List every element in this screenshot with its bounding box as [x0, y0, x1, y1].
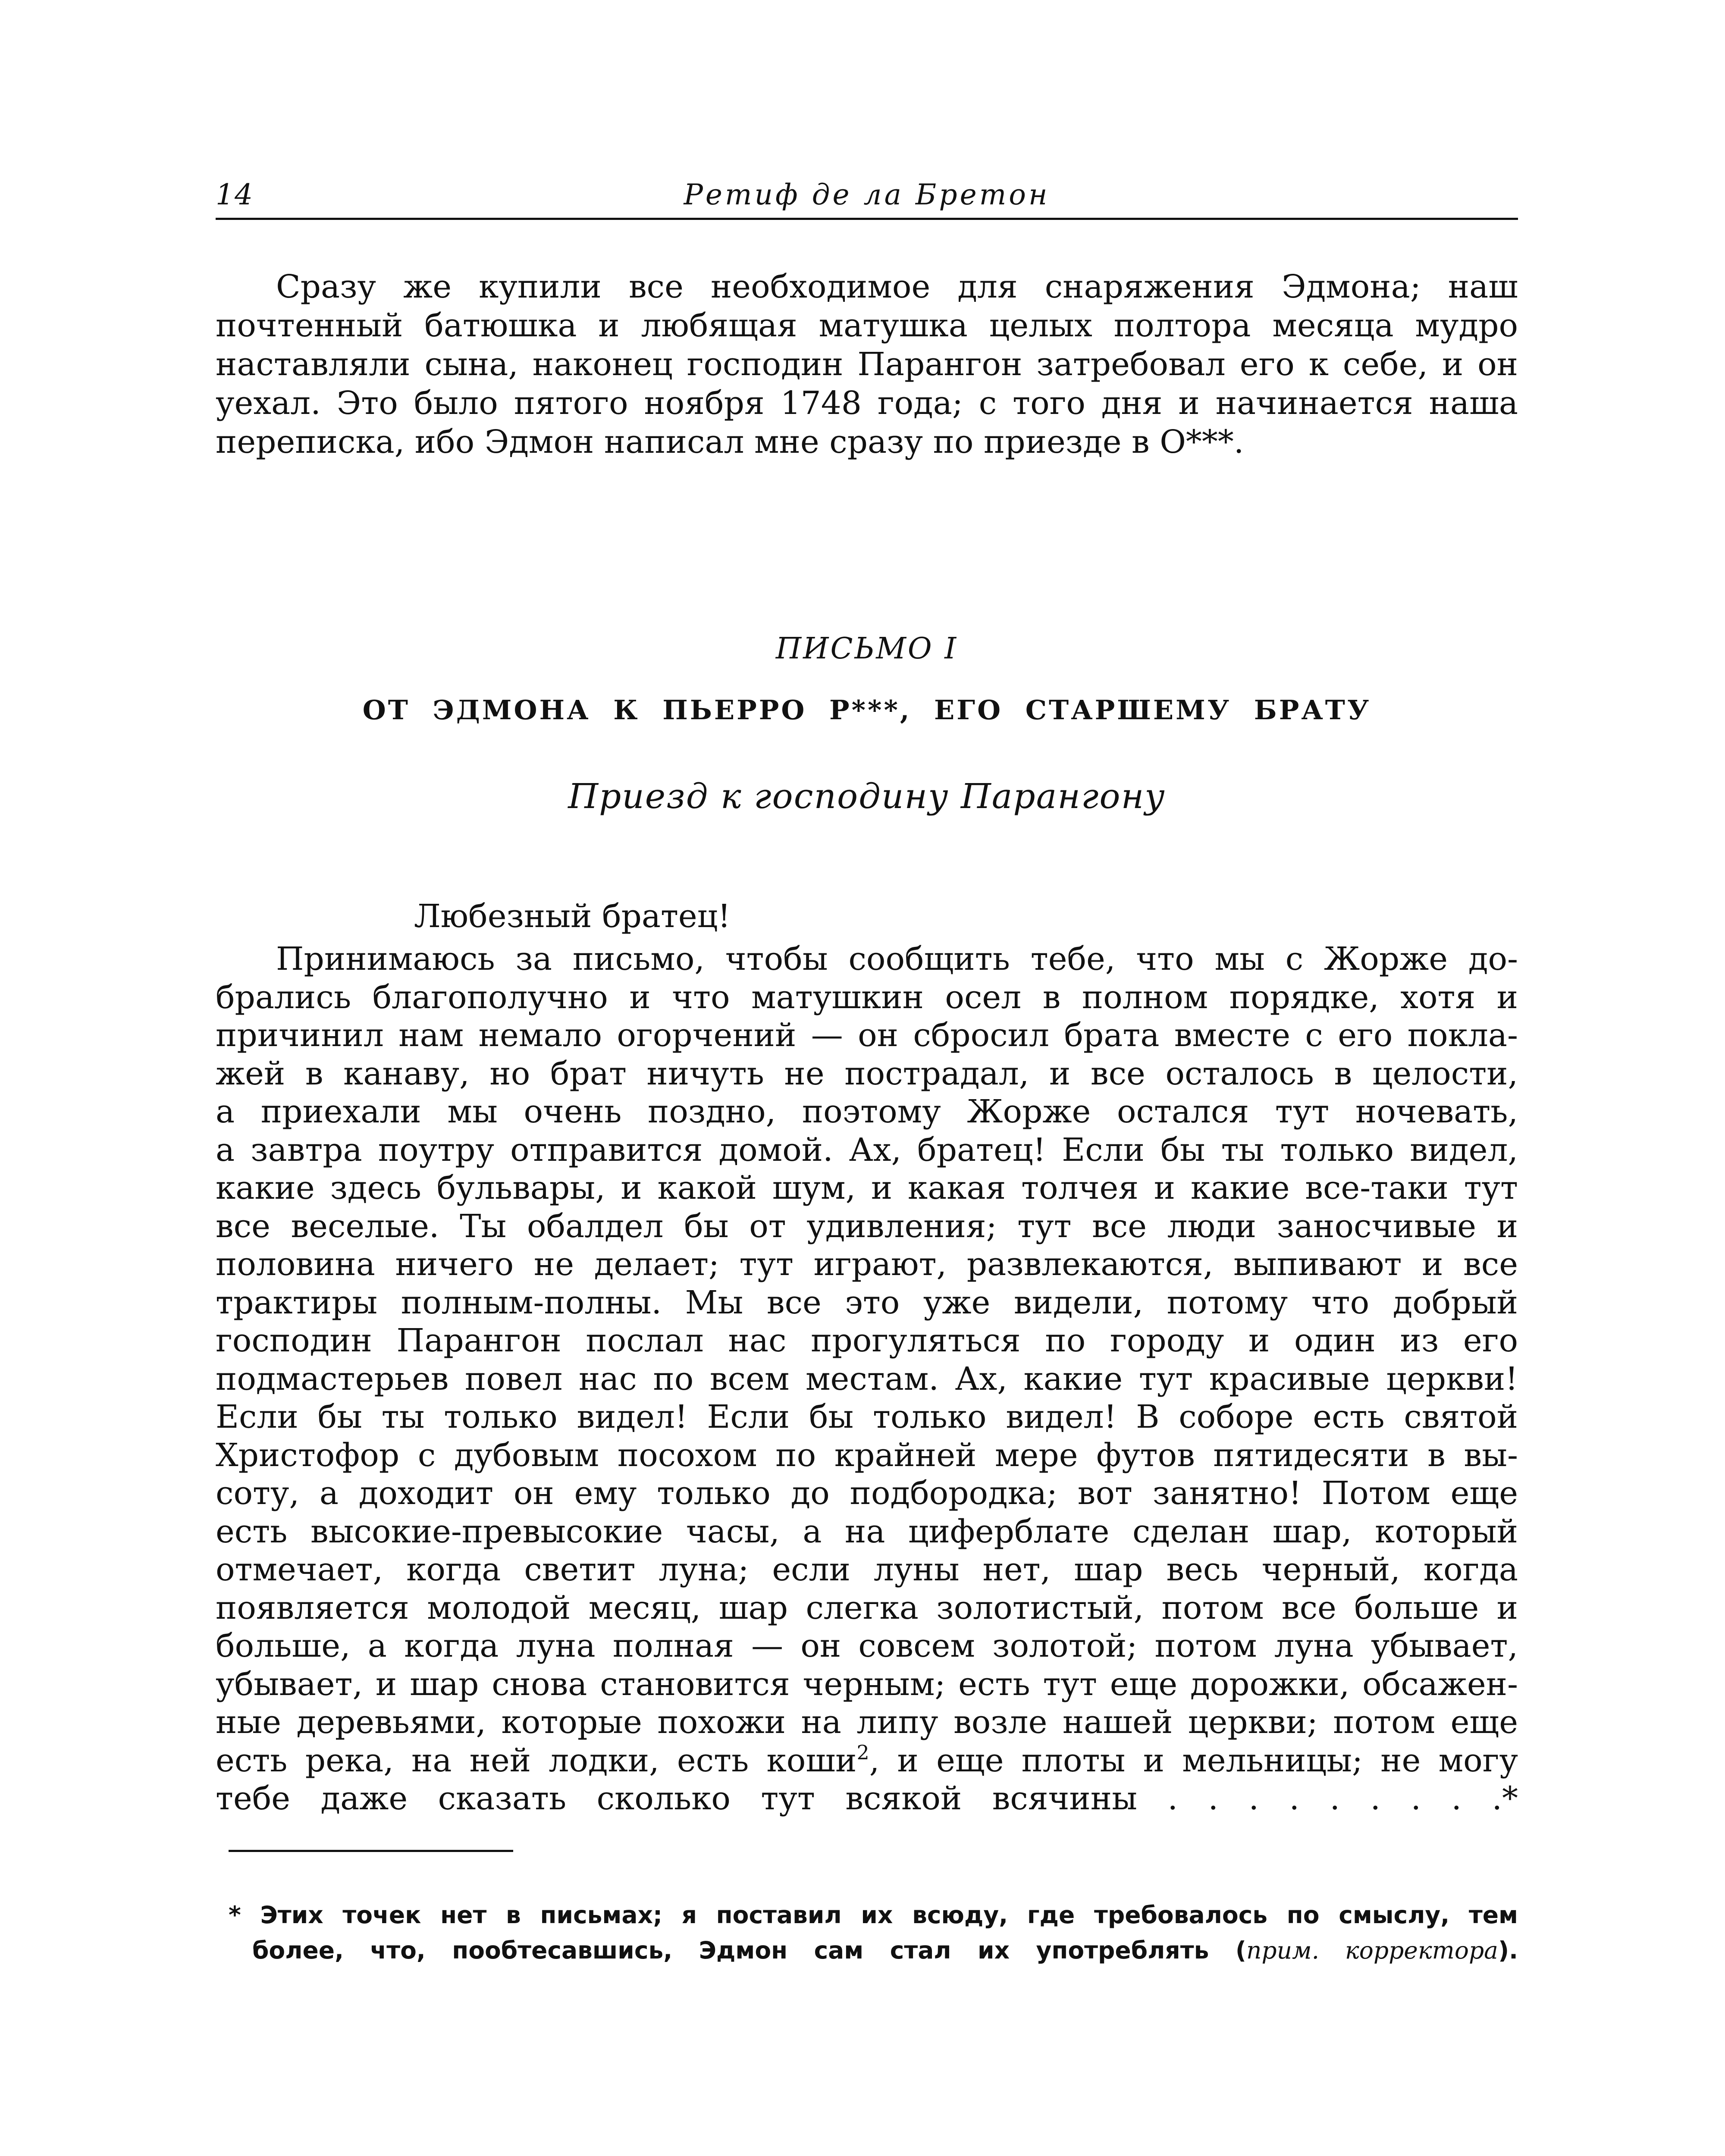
text-line: половина ничего не делает; тут играют, развлекаются, выпивают и все: [216, 1246, 1518, 1283]
text-line: все веселые. Ты обалдел бы от удивления; тут все люди заносчивые и: [216, 1207, 1518, 1245]
text-line-with-note-ref: [216, 1742, 1518, 1780]
footnote-text: более, что, пообтесавшись, Эдмон сам стал их употреблять (: [252, 1937, 1246, 1964]
text-line: Сразу же купили все необходимое для снаряжения Эдмона; наш: [276, 268, 1518, 305]
footnote-line: * Этих точек нет в письмах; я поставил их всюду, где требовалось по смыслу, тем: [229, 1901, 1518, 1929]
footnote-line: [229, 1933, 1518, 1968]
salutation: Любезный братец!: [414, 898, 731, 935]
letter-heading: ОТ ЭДМОНА К ПЬЕРРО Р***, ЕГО СТАРШЕМУ БРАТУ: [362, 694, 1371, 726]
text-line: отмечает, когда светит луна; если луны нет, шар весь черный, когда: [216, 1551, 1518, 1588]
text-line: а приехали мы очень поздно, поэтому Жорже остался тут ночевать,: [216, 1093, 1518, 1130]
letter-number: ПИСЬМО I: [775, 632, 958, 666]
footnote-italic: прим. корректора: [1246, 1937, 1498, 1964]
text-line: какие здесь бульвары, и какой шум, и какая толчея и какие все-таки тут: [216, 1169, 1518, 1206]
text-line: причинил нам немало огорчений — он сбросил брата вместе с его покла-: [216, 1017, 1518, 1054]
header-rule: [216, 218, 1518, 220]
text-line: переписка, ибо Эдмон написал мне сразу по приезде в О***.: [216, 423, 1244, 461]
line-text: есть река, на ней лодки, есть коши: [216, 1742, 857, 1779]
text-line: больше, а когда луна полная — он совсем золотой; потом луна убывает,: [216, 1627, 1518, 1664]
footnote: [229, 1897, 1518, 1968]
text-line: убывает, и шар снова становится черным; есть тут еще дорожки, обсажен-: [216, 1665, 1518, 1703]
text-line: уехал. Это было пятого ноября 1748 года; с того дня и начинается наша: [216, 385, 1518, 422]
text-line: жей в канаву, но брат ничуть не пострадал, и все осталось в целости,: [216, 1055, 1518, 1092]
text-line: трактиры полным-полны. Мы все это уже видели, потому что добрый: [216, 1284, 1518, 1321]
note-reference: 2: [856, 1741, 869, 1764]
running-head: [216, 170, 1518, 218]
footnote-text: ).: [1498, 1937, 1518, 1964]
text-line: соту, а доходит он ему только до подбородка; вот занятно! Потом еще: [216, 1475, 1518, 1512]
text-line: Принимаюсь за письмо, чтобы сообщить тебе, что мы с Жорже до-: [276, 940, 1518, 978]
text-line: почтенный батюшка и любящая матушка целых полтора месяца мудро: [216, 307, 1518, 344]
text-line: Христофор с дубовым посохом по крайней мере футов пятидесяти в вы-: [216, 1436, 1518, 1474]
text-line: подмастерьев повел нас по всем местам. Ах, какие тут красивые церкви!: [216, 1360, 1518, 1398]
text-line: появляется молодой месяц, шар слегка золотистый, потом все больше и: [216, 1589, 1518, 1626]
text-line: а завтра поутру отправится домой. Ах, братец! Если бы ты только видел,: [216, 1131, 1518, 1169]
running-title: Ретиф де ла Бретон: [684, 178, 1050, 211]
letter-subtitle: Приезд к господину Парангону: [568, 776, 1166, 816]
text-line: тебе даже сказать сколько тут всякой всячины . . . . . . . . .*: [216, 1780, 1518, 1817]
text-line: наставляли сына, наконец господин Парангон затребовал его к себе, и он: [216, 346, 1518, 383]
text-line: есть высокие-превысокие часы, а на циферблате сделан шар, который: [216, 1513, 1518, 1550]
letter-body: [216, 940, 1518, 1818]
text-line: брались благополучно и что матушкин осел в полном порядке, хотя и: [216, 978, 1518, 1016]
footnote-rule: [229, 1850, 513, 1852]
intro-paragraph: [216, 267, 1518, 461]
page-number: 14: [216, 178, 254, 211]
text-line: ные деревьями, которые похожи на липу возле нашей церкви; потом еще: [216, 1704, 1518, 1741]
text-line: господин Парангон послал нас прогуляться по городу и один из его: [216, 1322, 1518, 1359]
line-text: , и еще плоты и мельницы; не могу: [869, 1742, 1518, 1779]
text-line: Если бы ты только видел! Если бы только видел! В соборе есть святой: [216, 1398, 1518, 1435]
